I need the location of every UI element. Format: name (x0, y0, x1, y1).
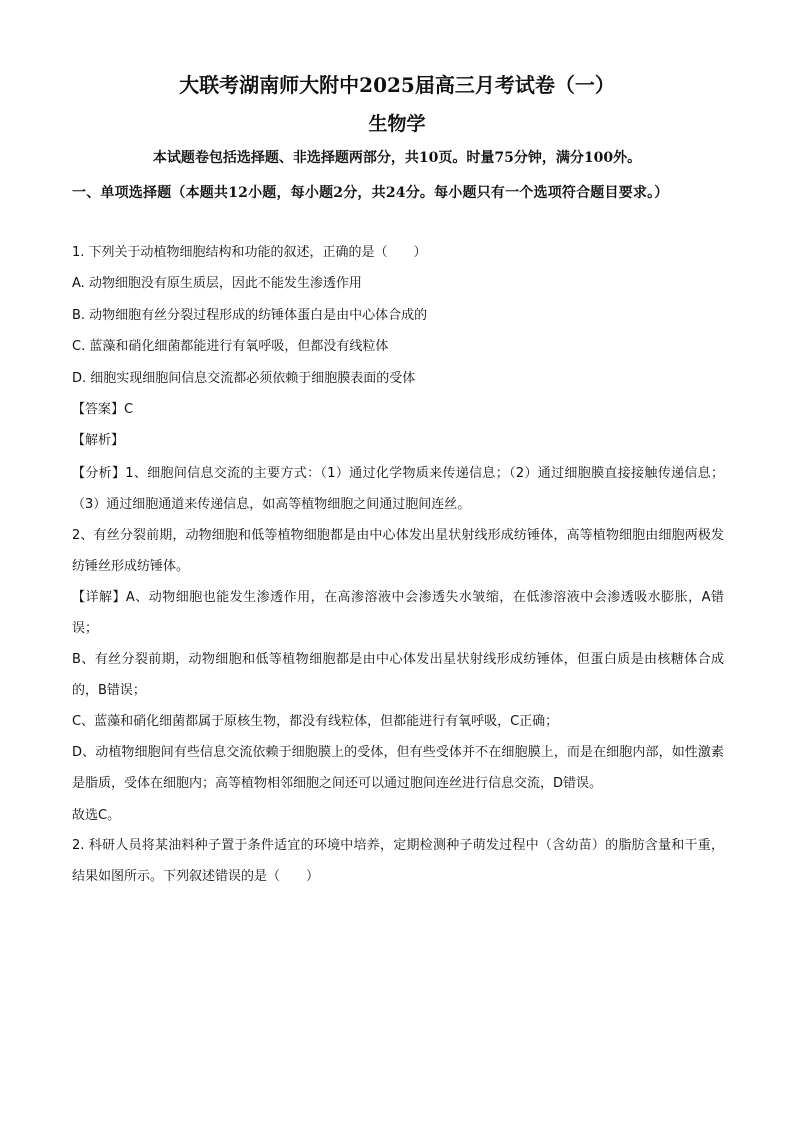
question-1-stem: 1. 下列关于动植物细胞结构和功能的叙述，正确的是（ ） (72, 245, 427, 260)
exam-title: 大联考湖南师大附中2025届高三月考试卷（一） (179, 73, 615, 97)
question-1-option-d: D. 细胞实现细胞间信息交流都必须依赖于细胞膜表面的受体 (72, 371, 416, 386)
answer-label: 【答案】C (72, 402, 134, 417)
conclusion: 故选C。 (72, 808, 121, 823)
question-1-option-c: C. 蓝藻和硝化细菌都能进行有氧呼吸，但都没有线粒体 (72, 339, 389, 354)
section-heading: 一、单项选择题（本题共12小题，每小题2分，共24分。每小题只有一个选项符合题目要求。） (72, 185, 669, 201)
question-1-option-a: A. 动物细胞没有原生质层，因此不能发生渗透作用 (72, 276, 362, 291)
question-1-option-b: B. 动物细胞有丝分裂过程形成的纺锤体蛋白是由中心体合成的 (72, 308, 428, 323)
analysis-paragraph-1: 【分析】1、细胞间信息交流的主要方式：（1）通过化学物质来传递信息；（2）通过细胞膜直接接触传递信息；（3）通过细胞通道来传递信息，如高等植物细胞之间通过胞间连丝。 (72, 466, 724, 512)
exam-intro: 本试题卷包括选择题、非选择题两部分，共10页。时量75分钟，满分100外。 (152, 150, 642, 166)
detail-paragraph-b: B、有丝分裂前期，动物细胞和低等植物细胞都是由中心体发出星状射线形成纺锤体，但蛋白质是由核糖体合成的，B错误； (72, 652, 724, 698)
detail-paragraph-a: 【详解】A、动物细胞也能发生渗透作用，在高渗溶液中会渗透失水皱缩，在低渗溶液中会渗透吸水膨胀，A错误； (72, 590, 724, 636)
analysis-paragraph-2: 2、有丝分裂前期，动物细胞和低等植物细胞都是由中心体发出星状射线形成纺锤体，高等植物细胞由细胞两极发纺锤丝形成纺锤体。 (72, 528, 724, 574)
question-2-stem: 2. 科研人员将某油料种子置于条件适宜的环境中培养，定期检测种子萌发过程中（含幼苗）的脂肪含量和干重，结果如图所示。下列叙述错误的是（ ） (72, 838, 724, 884)
detail-paragraph-d: D、动植物细胞间有些信息交流依赖于细胞膜上的受体，但有些受体并不在细胞膜上，而是在细胞内部，如性激素是脂质，受体在细胞内；高等植物相邻细胞之间还可以通过胞间连丝进行信息交流，D错误。 (72, 745, 724, 791)
detail-paragraph-c: C、蓝藻和硝化细菌都属于原核生物，都没有线粒体，但都能进行有氧呼吸，C正确； (72, 714, 559, 729)
analysis-label: 【解析】 (72, 433, 125, 448)
subject-title: 生物学 (368, 113, 426, 135)
